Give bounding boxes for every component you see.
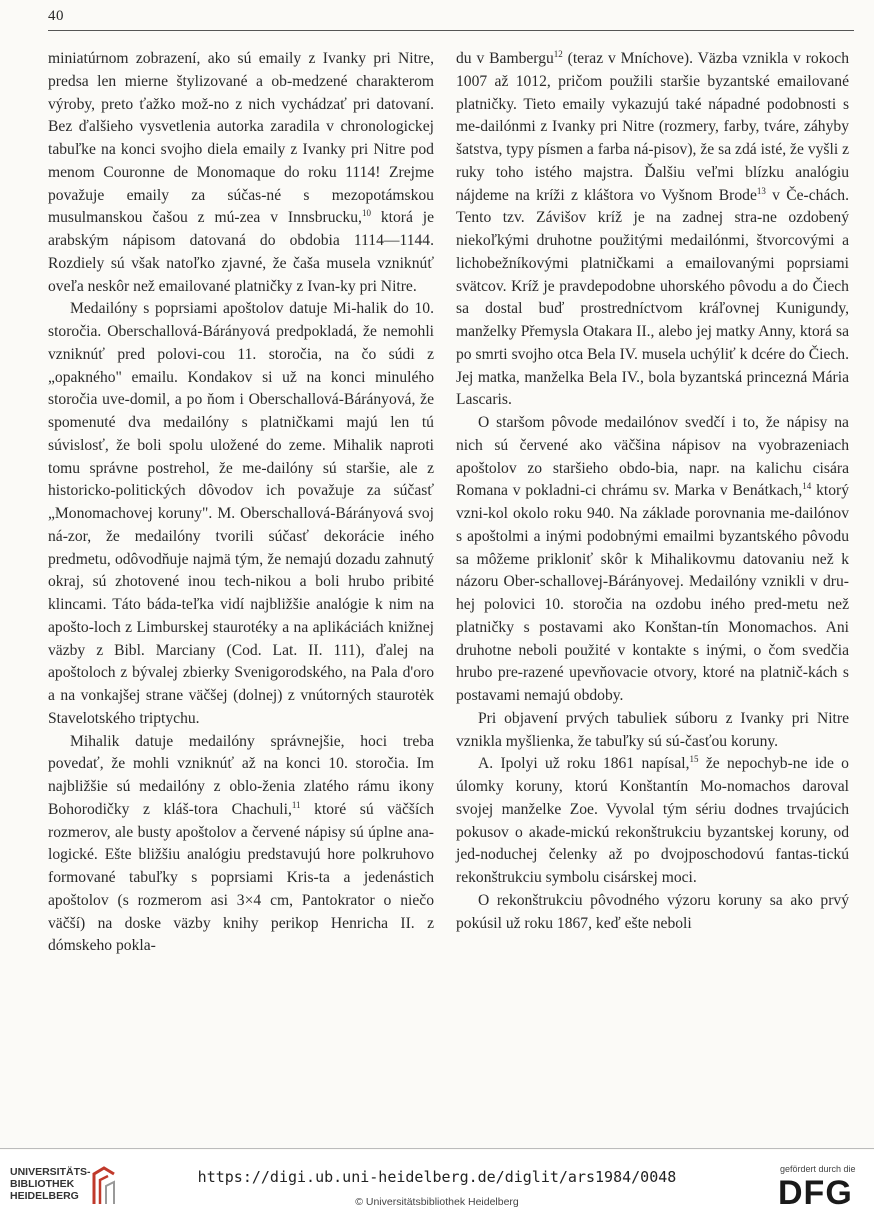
text-line: Čiech sa dostal buď prostredníctvom kráľovnej	[456, 277, 849, 318]
paragraph	[48, 298, 434, 730]
text-line: ky pri Nitre.	[340, 277, 417, 295]
text-line: ženia zlatého rámu ikony Bohorodičky z kláš-	[48, 778, 434, 818]
text-line: len tú súvislosť, že boli spolu uložené do zeme.	[48, 414, 434, 454]
text-line: princezná Mária Lascaris.	[456, 368, 850, 409]
text-line: otca Bela IV. musela uchýliť k dcére do Čiech.	[557, 345, 849, 363]
footnote-marker: 11	[291, 799, 301, 810]
text-line: noduchej čelenky až po dvojposchodovú fantas-	[480, 846, 818, 864]
text-line: datovaná do obdobia 1114—1144. Rozdiely sú	[48, 232, 434, 272]
paragraph	[456, 753, 849, 890]
footnote-marker: 14	[802, 481, 812, 492]
text-line: zea v Innsbrucku,$^{10}$ ktorá je arabským nápisom	[48, 208, 434, 249]
text-line: predpokladá, že nemohli vzniknúť pred polovi-	[48, 323, 434, 363]
text-line: teľka vidí najbližšie analógie k nim na apošto-	[48, 596, 434, 636]
text-line: O rekonštrukciu pôvodného výzoru koruny sa	[478, 891, 783, 909]
text-line: zor, že medailóny tvorili súčasť dekorácie iného	[67, 527, 434, 545]
text-line: Jej matka, manželka Bela IV., bola byzantská	[456, 368, 743, 386]
text-line: dailóny sú staršie, ale z historicko-politických	[48, 459, 434, 500]
text-line: schallovej-Bárányovej. Medailóny vznikli v dru-	[539, 573, 849, 591]
text-line: knižnej väzby z Bibl. Marciany (Cod. Lat. II.	[48, 618, 434, 659]
text-line: ne ide o úlomky koruny, ktorú Konštantín Mo-	[456, 755, 849, 795]
text-line: domil, a po ňom i Oberschallová-Bárányová, že	[129, 391, 434, 409]
text-line: vysvetlenia autorka zaradila v chronologickej	[139, 118, 434, 136]
text-line: Kríž je pravdepodobne uhorského pôvodu a do	[511, 277, 809, 295]
text-line: predmetu, odôvodňuje najmä tým, že nemajú	[48, 550, 332, 568]
text-line: nomachos daroval svojej manželke Zoe. Vyvolal	[456, 778, 850, 818]
text-line: A. Ipolyi už roku 1861 napísal,$^{15}$ že nepochyb-	[478, 754, 793, 773]
text-line: dôvodov ich považuje za súčasť „Monomachovej	[48, 482, 434, 522]
text-line: dozadu zahnutý okraj, sú zhotovené inou tech-	[48, 550, 434, 591]
library-name-line: HEIDELBERG	[10, 1190, 79, 1202]
footnote-marker: 12	[553, 49, 563, 59]
copyright-notice: © Universitätsbibliothek Heidelberg	[355, 1196, 519, 1208]
text-line: tým sériu dodnes trvajúcich pokusov o akade-	[456, 800, 850, 841]
text-line: však natoľko zjavné, že čaša musela vzniknúť	[131, 254, 434, 272]
text-line: Pri objavení prvých tabuliek súboru z Ivanky	[478, 709, 784, 727]
text-line: do roku 1114! Zrejme považuje emaily za súčas-	[48, 163, 434, 204]
text-line: bia, napr. na kalichu cisára Romana v pokladni-	[456, 459, 849, 500]
page-number: 40	[48, 8, 64, 24]
text-line: strane väčšej (dolnej) z vnútorných staurotėk	[145, 687, 435, 704]
text-line: na vyobrazeniach apoštolov zo staršieho obdo-	[456, 436, 849, 477]
right-column	[456, 48, 849, 935]
text-line: emaily vykazujú také nápadné podobnosti s me-	[456, 95, 850, 136]
text-line: spomenuté dva medailóny s platničkami majú	[48, 414, 378, 431]
footnote-marker: 10	[361, 208, 371, 219]
text-line: mickú rekonštrukciu byzantskej koruny, od jed-	[456, 823, 850, 864]
library-name-line: UNIVERSITÄTS-	[10, 1166, 91, 1178]
footnote-marker: 15	[689, 754, 699, 765]
text-line: hej polovici 10. storočia na ozdobu iného pred-	[456, 596, 788, 613]
text-line: alebo jej matky Anny, ktorá sa po smrti svojho	[456, 323, 849, 363]
text-line: 10. storočia. Im najbližšie sú medailóny z oblo-	[48, 755, 434, 795]
footnote-marker: 13	[756, 185, 766, 196]
paragraph	[48, 731, 434, 959]
text-line: dailónmi z Ivanky pri Nitre (rozmery, farby,	[480, 118, 760, 136]
header-rule	[48, 30, 854, 31]
text-line: časťou koruny.	[684, 732, 779, 750]
text-line: metu než platničky s postavami ako Konštan-	[456, 596, 849, 636]
text-line: medailónmi, štvorcovými a lichobežníkovými	[456, 232, 849, 272]
text-line: kol okolo roku 940. Na základe porovnania me-	[488, 505, 795, 522]
text-line: Svenigorodského, na Pala d'oro a na vonkajšej	[48, 664, 435, 704]
text-line: Kunigundy, manželky Přemysla Otakara II.,	[456, 300, 849, 340]
text-line: loch z Limburskej staurotéky a na aplikáciách	[93, 618, 384, 636]
text-line: medzené charakterom výroby, preto ťažko mož-	[48, 72, 435, 113]
text-line: du v Bambergu$^{12}$ (teraz v Mníchove). Väzba	[456, 49, 738, 67]
text-line: nikou a boli hrubo pribité klincami. Táto báda-	[48, 573, 434, 613]
sponsor-label: gefördert durch die	[780, 1164, 856, 1174]
text-line: no z nich vychádzať pri datovaní. Bez ďalšieho	[48, 95, 434, 136]
text-line: pri Nitre, predsa len mierne štylizované a ob-	[48, 50, 434, 90]
footer-divider	[0, 1148, 874, 1149]
text-line: busty apoštolov a červené nápisy sú úplne ana-	[137, 823, 434, 841]
text-line: cm, Pantokrator o niečo väčší) na doske väzby	[48, 891, 434, 932]
text-line: ta a jedenástich apoštolov (s rozmerom asi 3×4	[48, 869, 434, 909]
text-line: vznikla v rokoch 1007 až 1012, pričom použili	[456, 50, 849, 90]
paragraph	[456, 48, 849, 412]
text-line: pri Nitre vznikla myšlienka, že tabuľky sú sú-	[456, 709, 849, 750]
text-line: miniatúrnom zobrazení, ako sú emaily z Ivanky	[48, 50, 367, 67]
text-line: logické. Ešte bližšiu analógiu predstavujú hore	[48, 846, 356, 864]
text-line: byzantského pôvodu sa môžeme prikloniť skôr	[456, 527, 849, 568]
text-line: ne ozdobený niekoľkými druhotne použitými	[456, 209, 849, 249]
library-name-line: BIBLIOTHEK	[10, 1178, 75, 1190]
text-line: treba povedať, že mohli vzniknúť až na konci	[48, 732, 434, 773]
paragraph	[456, 412, 849, 708]
dfg-logo[interactable]: DFG	[778, 1174, 853, 1212]
text-line: nápisy na nich sú červené ako väčšina nápisov	[456, 414, 849, 454]
text-line: O staršom pôvode medailónov svedčí i to, že	[478, 414, 780, 431]
text-line: pisov), že sa zdá isté, že vyšli z ruky toho istého	[456, 141, 849, 181]
text-line: cou 11. storočia, na čo súdi z „opakného" emailu.	[48, 345, 434, 386]
text-line: tín Monomachos. Ani druhotne neboli použité	[456, 618, 850, 659]
text-line: tickú rekonštrukciu symbolu cisárskej moci.	[456, 846, 849, 886]
text-line: tváre, záhyby šatstva, typy písmen a farba ná-	[456, 118, 849, 158]
text-line: né s mezopotámskou musulmanskou čašou z mú-	[48, 186, 434, 227]
text-line: Mihalik naproti tomu správne postrehol, že me-	[48, 436, 434, 477]
text-line: ako prvý pokúsil už roku 1867, keď ešte neboli	[456, 891, 849, 932]
text-line: tabuľke na konci svojho diela emaily z Ivanky	[48, 141, 346, 158]
text-line: platničkami a emailovanými poprsiami svätcov.	[456, 254, 849, 295]
text-line: k Mihalikovmu datovaniu než k názoru Ober-	[456, 550, 849, 591]
text-line: 111), ďalej na apoštoloch z bývalej zbierky	[48, 641, 434, 682]
text-line: majstra. Ďalšiu veľmi blízku analógiu nájdeme	[456, 163, 849, 204]
source-url-link[interactable]: https://digi.ub.uni-heidelberg.de/diglit/ars1984/0048	[197, 1168, 677, 1186]
left-column	[48, 48, 434, 958]
text-line: knihy perikop Henricha II. z dómskeho pokla-	[48, 914, 434, 955]
text-line: Medailóny s poprsiami apoštolov datuje Mi-	[70, 300, 357, 318]
text-line: polkruhovo formované tabuľky s poprsiami Kris-	[48, 846, 434, 886]
text-line: chách. Tento tzv. Závišov kríž je na zadnej stra-	[456, 186, 849, 227]
text-line: halik do 10. storočia. Oberschallová-Bárányová	[48, 300, 434, 340]
text-line: ci chrámu sv. Marka v Benátkach,$^{14}$ ktorý vzni-	[456, 481, 849, 522]
text-line: dailónov s apoštolmi a inými podobnými emailmi	[456, 505, 849, 545]
text-line: oveľa neskôr než emailované platničky z Ivan-	[48, 277, 341, 295]
paragraph	[456, 708, 849, 754]
text-line: kách s postavami nemajú obdoby.	[456, 664, 849, 704]
text-line: koruny". M. Oberschallová-Bárányová svoj ná-	[48, 505, 434, 545]
text-line: v kontakte s inými, o čom svedčia hrubo pre-	[456, 641, 850, 682]
text-line: Kondakov si už na konci minulého storočia uve-	[48, 368, 434, 409]
paragraph	[456, 890, 849, 936]
text-line: na kríži z kláštora vo Vyšnom Brode$^{13}$ v Če-	[515, 185, 809, 204]
paragraph	[48, 48, 434, 298]
text-line: staršie byzantské emailované platničky. Tieto	[456, 72, 849, 113]
text-line: pri Nitre pod menom Couronne de Monomaque	[48, 141, 434, 181]
text-line: razené upevňovacie otvory, ktoré na platnič-	[523, 664, 808, 682]
text-line: Stavelotského triptychu.	[48, 709, 200, 727]
text-line: tora Chachuli,$^{11}$ ktoré sú väčších rozmerov, ale	[48, 799, 434, 841]
text-line: Mihalik datuje medailóny správnejšie, hoci	[70, 732, 388, 750]
